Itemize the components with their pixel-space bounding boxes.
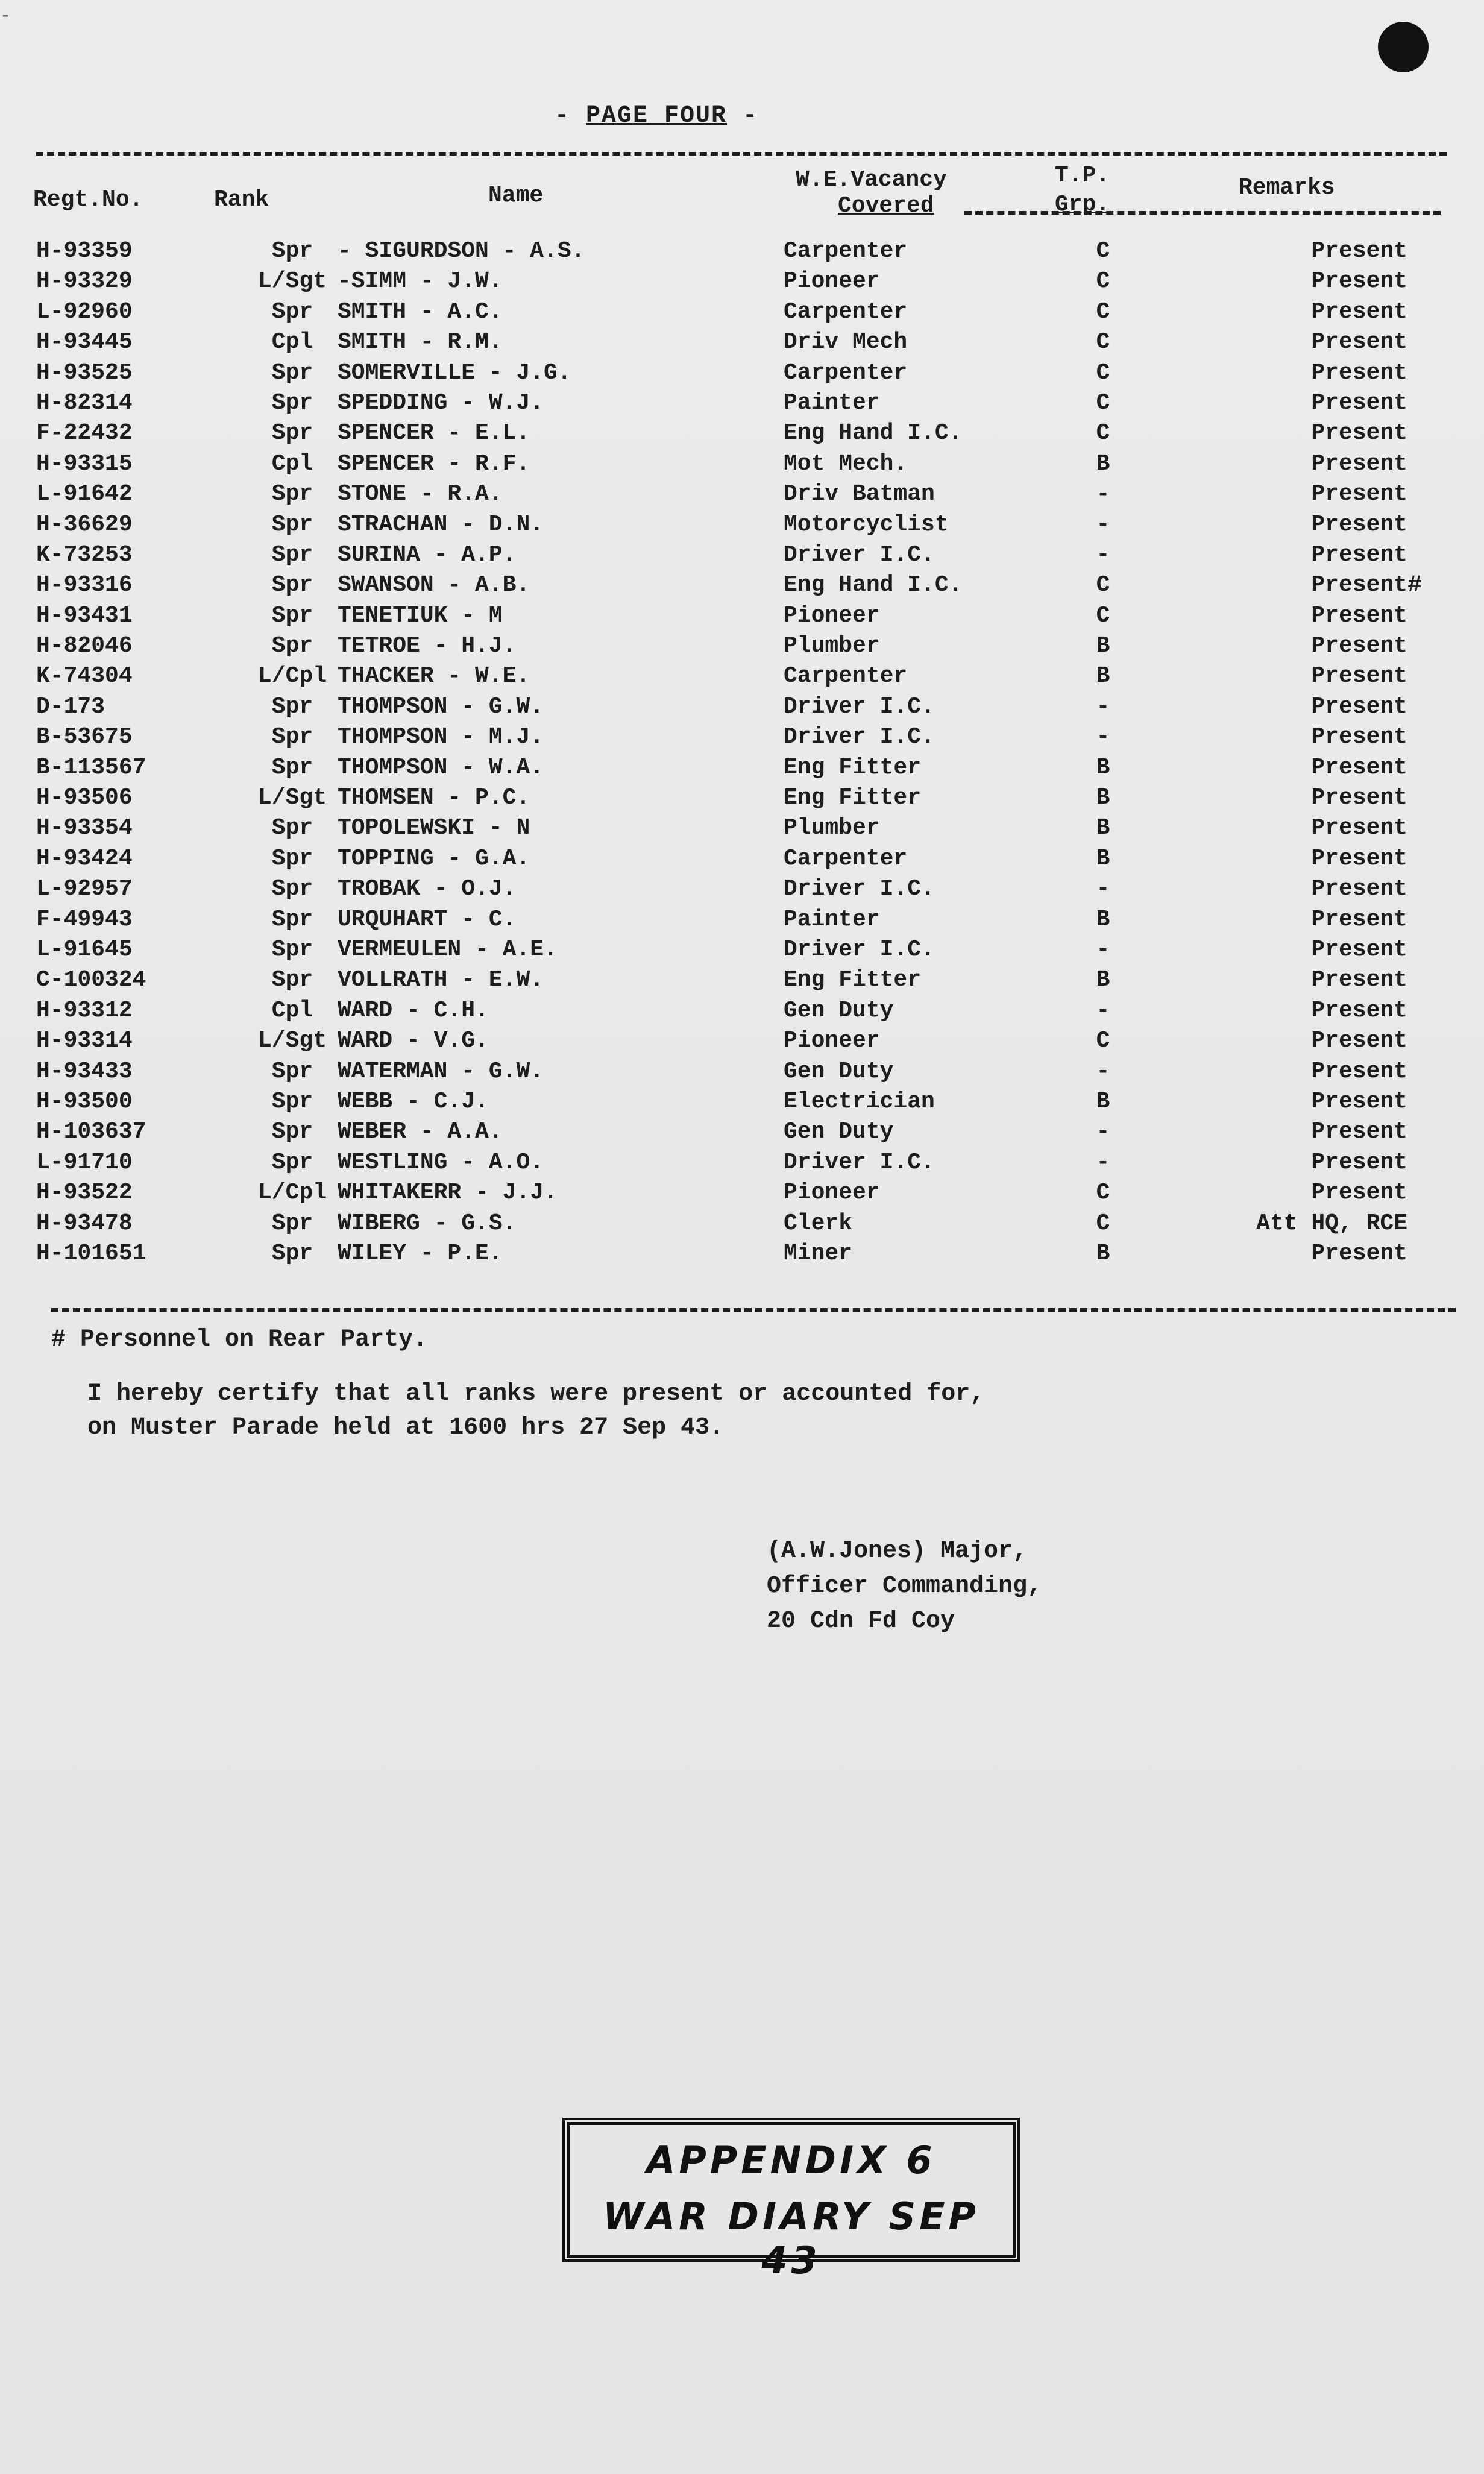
regt-no-cell: H-93500 (36, 1088, 133, 1115)
rank-cell: Spr (271, 238, 313, 264)
rank-cell: Spr (271, 1210, 313, 1236)
wev-cell: Driver I.C. (784, 936, 935, 963)
name-cell: THOMPSON - G.W. (338, 693, 544, 720)
remarks-cell: Present (1311, 997, 1407, 1024)
regt-no-cell: C-100324 (36, 967, 146, 993)
remarks-cell: Present (1311, 876, 1407, 902)
regt-no-cell: H-103637 (36, 1119, 146, 1145)
name-cell: WESTLING - A.O. (338, 1149, 544, 1176)
table-row (0, 572, 1484, 602)
tp-group-cell: - (1096, 1149, 1110, 1176)
rank-cell: Cpl (271, 329, 313, 356)
table-row (0, 1059, 1484, 1089)
table-row (0, 633, 1484, 663)
name-cell: WARD - C.H. (338, 997, 489, 1024)
top-divider (36, 152, 1447, 156)
tp-group-cell: B (1096, 967, 1110, 993)
rank-cell: Spr (271, 481, 313, 508)
tp-group-cell: C (1096, 602, 1110, 629)
tp-group-cell: B (1096, 450, 1110, 477)
rank-cell: Spr (271, 724, 313, 751)
wev-cell: Pioneer (784, 602, 880, 629)
rank-cell: Spr (271, 511, 313, 538)
regt-no-cell: K-74304 (36, 663, 133, 690)
certification-line1: I hereby certify that all ranks were present or accounted for, (87, 1380, 985, 1408)
name-cell: TENETIUK - M (338, 602, 503, 629)
wev-cell: Pioneer (784, 1028, 880, 1054)
wev-cell: Eng Fitter (784, 754, 922, 781)
name-cell: WIBERG - G.S. (338, 1210, 517, 1236)
table-row (0, 1150, 1484, 1180)
wev-cell: Eng Fitter (784, 785, 922, 811)
header-tp-line1: T.P. (1055, 163, 1110, 189)
table-row (0, 542, 1484, 572)
regt-no-cell: H-93316 (36, 572, 133, 599)
name-cell: TOPPING - G.A. (338, 845, 530, 872)
name-cell: STONE - R.A. (338, 481, 503, 508)
regt-no-cell: H-36629 (36, 511, 133, 538)
remarks-cell: Present (1311, 1149, 1407, 1176)
regt-no-cell: L-91710 (36, 1149, 133, 1176)
wev-cell: Driver I.C. (784, 541, 935, 568)
tp-group-cell: - (1096, 541, 1110, 568)
rank-cell: Spr (271, 633, 313, 659)
tp-group-cell: B (1096, 906, 1110, 933)
signature-line2: Officer Commanding, (767, 1573, 1042, 1600)
remarks-cell: Present (1311, 815, 1407, 842)
certification (87, 1377, 984, 1445)
wev-cell: Carpenter (784, 663, 908, 690)
rank-cell: Spr (271, 754, 313, 781)
regt-no-cell: B-53675 (36, 724, 133, 751)
rank-cell: L/Sgt (257, 785, 327, 811)
regt-no-cell: H-93506 (36, 785, 133, 811)
name-cell: SPENCER - E.L. (338, 420, 530, 447)
rank-cell: Spr (271, 906, 313, 933)
regt-no-cell: H-101651 (36, 1240, 146, 1267)
wev-cell: Driver I.C. (784, 724, 935, 751)
rank-cell: Spr (271, 359, 313, 386)
rank-cell: Spr (271, 541, 313, 568)
name-cell: - SIGURDSON - A.S. (338, 238, 585, 264)
table-row (0, 755, 1484, 785)
tp-group-cell: - (1096, 511, 1110, 538)
tp-group-cell: C (1096, 572, 1110, 599)
rank-cell: Spr (271, 693, 313, 720)
rank-cell: Spr (271, 876, 313, 902)
wev-cell: Pioneer (784, 1180, 880, 1206)
name-cell: THOMSEN - P.C. (338, 785, 530, 811)
name-cell: SMITH - A.C. (338, 298, 503, 325)
remarks-cell: Present (1311, 967, 1407, 993)
wev-cell: Driver I.C. (784, 693, 935, 720)
tp-group-cell: B (1096, 754, 1110, 781)
certification-line2: on Muster Parade held at 1600 hrs 27 Sep 43. (87, 1414, 725, 1441)
table-row (0, 937, 1484, 967)
remarks-cell: Present (1311, 1240, 1407, 1267)
table-row (0, 1241, 1484, 1271)
regt-no-cell: H-93433 (36, 1058, 133, 1084)
tp-group-cell: C (1096, 389, 1110, 416)
wev-cell: Gen Duty (784, 1119, 894, 1145)
table-row (0, 1089, 1484, 1119)
table-row (0, 329, 1484, 359)
rank-cell: Spr (271, 298, 313, 325)
table-row (0, 603, 1484, 633)
tp-group-cell: B (1096, 1240, 1110, 1267)
name-cell: THOMPSON - W.A. (338, 754, 544, 781)
rank-cell: L/Cpl (257, 1180, 327, 1206)
table-row (0, 663, 1484, 693)
remarks-cell: Present (1311, 389, 1407, 416)
wev-cell: Gen Duty (784, 997, 894, 1024)
regt-no-cell: H-82314 (36, 389, 133, 416)
table-row (0, 967, 1484, 997)
name-cell: WATERMAN - G.W. (338, 1058, 544, 1084)
remarks-cell: Present (1311, 1180, 1407, 1206)
regt-no-cell: H-93525 (36, 359, 133, 386)
regt-no-cell: H-93314 (36, 1028, 133, 1054)
punch-hole (1378, 22, 1429, 72)
table-row (0, 268, 1484, 298)
regt-no-cell: H-93424 (36, 845, 133, 872)
tp-group-cell: B (1096, 845, 1110, 872)
rank-cell: Spr (271, 389, 313, 416)
remarks-cell: Present (1311, 724, 1407, 751)
table-row (0, 360, 1484, 390)
remarks-cell: Present (1311, 845, 1407, 872)
remarks-cell: Att HQ, RCE (1256, 1210, 1407, 1236)
regt-no-cell: B-113567 (36, 754, 146, 781)
table-row (0, 876, 1484, 906)
rank-cell: Spr (271, 1149, 313, 1176)
wev-cell: Miner (784, 1240, 853, 1267)
table-row (0, 1028, 1484, 1058)
tp-group-cell: B (1096, 633, 1110, 659)
wev-cell: Eng Hand I.C. (784, 420, 963, 447)
table-row (0, 1210, 1484, 1241)
header-remarks: Remarks (1239, 175, 1335, 201)
personnel-table (0, 238, 1484, 1271)
header-wev-line1: W.E.Vacancy (796, 167, 947, 193)
name-cell: TETROE - H.J. (338, 633, 517, 659)
tp-group-cell: C (1096, 359, 1110, 386)
remarks-cell: Present (1311, 541, 1407, 568)
rank-cell: Spr (271, 1240, 313, 1267)
regt-no-cell: L-91642 (36, 481, 133, 508)
wev-cell: Carpenter (784, 359, 908, 386)
tp-group-cell: B (1096, 815, 1110, 842)
regt-no-cell: H-93312 (36, 997, 133, 1024)
wev-cell: Carpenter (784, 238, 908, 264)
remarks-cell: Present (1311, 663, 1407, 690)
table-row (0, 451, 1484, 481)
name-cell: TROBAK - O.J. (338, 876, 517, 902)
tp-group-cell: - (1096, 876, 1110, 902)
table-row (0, 724, 1484, 754)
name-cell: URQUHART - C. (338, 906, 517, 933)
rank-cell: Spr (271, 845, 313, 872)
remarks-cell: Present (1311, 633, 1407, 659)
wev-cell: Eng Hand I.C. (784, 572, 963, 599)
table-row (0, 694, 1484, 724)
wev-cell: Eng Fitter (784, 967, 922, 993)
regt-no-cell: H-82046 (36, 633, 133, 659)
table-row (0, 238, 1484, 268)
name-cell: -SIMM - J.W. (338, 268, 503, 295)
tp-group-cell: - (1096, 481, 1110, 508)
name-cell: TOPOLEWSKI - N (338, 815, 530, 842)
table-row (0, 481, 1484, 511)
tp-group-cell: B (1096, 1088, 1110, 1115)
wev-cell: Painter (784, 389, 880, 416)
regt-no-cell: L-92960 (36, 298, 133, 325)
tp-group-cell: B (1096, 663, 1110, 690)
page-title: - PAGE FOUR - (555, 102, 759, 130)
tp-group-cell: C (1096, 238, 1110, 264)
remarks-cell: Present (1311, 693, 1407, 720)
name-cell: THACKER - W.E. (338, 663, 530, 690)
remarks-cell: Present (1311, 1119, 1407, 1145)
regt-no-cell: L-91645 (36, 936, 133, 963)
rank-cell: Cpl (271, 450, 313, 477)
wev-cell: Driver I.C. (784, 876, 935, 902)
regt-no-cell: H-93431 (36, 602, 133, 629)
tp-group-cell: C (1096, 1180, 1110, 1206)
table-row (0, 1180, 1484, 1210)
footnote: # Personnel on Rear Party. (51, 1326, 428, 1353)
table-row (0, 512, 1484, 542)
remarks-cell: Present (1311, 420, 1407, 447)
remarks-cell: Present (1311, 511, 1407, 538)
name-cell: THOMPSON - M.J. (338, 724, 544, 751)
remarks-cell: Present (1311, 238, 1407, 264)
name-cell: VOLLRATH - E.W. (338, 967, 544, 993)
tp-group-cell: B (1096, 785, 1110, 811)
remarks-cell: Present (1311, 481, 1407, 508)
name-cell: WHITAKERR - J.J. (338, 1180, 558, 1206)
remarks-cell: Present (1311, 329, 1407, 356)
tp-group-cell: C (1096, 1028, 1110, 1054)
regt-no-cell: H-93315 (36, 450, 133, 477)
tp-group-cell: C (1096, 1210, 1110, 1236)
header-name: Name (488, 183, 544, 209)
remarks-cell: Present (1311, 450, 1407, 477)
tp-group-cell: - (1096, 693, 1110, 720)
wev-cell: Clerk (784, 1210, 853, 1236)
bottom-divider (51, 1308, 1456, 1312)
rank-cell: Spr (271, 1088, 313, 1115)
regt-no-cell: H-93522 (36, 1180, 133, 1206)
corner-mark: - (0, 6, 11, 27)
header-wev-line2: Covered (838, 193, 934, 219)
remarks-cell: Present (1311, 268, 1407, 295)
rank-cell: L/Sgt (257, 1028, 327, 1054)
rank-cell: Spr (271, 420, 313, 447)
remarks-cell: Present (1311, 359, 1407, 386)
table-row (0, 390, 1484, 420)
tp-group-cell: C (1096, 298, 1110, 325)
name-cell: SURINA - A.P. (338, 541, 517, 568)
wev-cell: Driver I.C. (784, 1149, 935, 1176)
remarks-cell: Present (1311, 602, 1407, 629)
regt-no-cell: L-92957 (36, 876, 133, 902)
wev-cell: Gen Duty (784, 1058, 894, 1084)
rank-cell: Spr (271, 1058, 313, 1084)
tp-group-cell: C (1096, 329, 1110, 356)
wev-cell: Mot Mech. (784, 450, 908, 477)
tp-group-cell: - (1096, 936, 1110, 963)
regt-no-cell: H-93329 (36, 268, 133, 295)
name-cell: WARD - V.G. (338, 1028, 489, 1054)
tp-group-cell: - (1096, 724, 1110, 751)
rank-cell: Spr (271, 936, 313, 963)
regt-no-cell: F-49943 (36, 906, 133, 933)
signature-line3: 20 Cdn Fd Coy (767, 1608, 955, 1635)
remarks-cell: Present (1311, 298, 1407, 325)
regt-no-cell: H-93478 (36, 1210, 133, 1236)
wev-cell: Carpenter (784, 298, 908, 325)
appendix-stamp (567, 2122, 1016, 2282)
wev-cell: Motorcyclist (784, 511, 949, 538)
page-title-text: PAGE FOUR (586, 102, 728, 130)
table-row (0, 1119, 1484, 1149)
tp-group-cell: - (1096, 997, 1110, 1024)
remarks-cell: Present (1311, 1088, 1407, 1115)
regt-no-cell: H-93359 (36, 238, 133, 264)
name-cell: WEBER - A.A. (338, 1119, 503, 1145)
rear-party-mark: # (1407, 572, 1423, 600)
rank-cell: Cpl (271, 997, 313, 1024)
name-cell: SPEDDING - W.J. (338, 389, 544, 416)
tp-group-cell: - (1096, 1058, 1110, 1084)
name-cell: STRACHAN - D.N. (338, 511, 544, 538)
regt-no-cell: H-93445 (36, 329, 133, 356)
regt-no-cell: K-73253 (36, 541, 133, 568)
header-regt-no: Regt.No. (33, 187, 143, 213)
wev-cell: Pioneer (784, 268, 880, 295)
wev-cell: Plumber (784, 815, 880, 842)
regt-no-cell: F-22432 (36, 420, 133, 447)
rank-cell: Spr (271, 602, 313, 629)
wev-cell: Plumber (784, 633, 880, 659)
name-cell: SPENCER - R.F. (338, 450, 530, 477)
wev-cell: Painter (784, 906, 880, 933)
rank-cell: L/Cpl (257, 663, 327, 690)
tp-group-cell: C (1096, 420, 1110, 447)
table-row (0, 420, 1484, 450)
remarks-cell: Present (1311, 936, 1407, 963)
wev-cell: Driv Mech (784, 329, 908, 356)
remarks-cell: Present (1311, 572, 1407, 599)
rank-cell: Spr (271, 1119, 313, 1145)
wev-cell: Electrician (784, 1088, 935, 1115)
name-cell: SWANSON - A.B. (338, 572, 530, 599)
name-cell: SOMERVILLE - J.G. (338, 359, 571, 386)
signature-block (767, 1534, 1042, 1639)
name-cell: SMITH - R.M. (338, 329, 503, 356)
rank-cell: Spr (271, 572, 313, 599)
name-cell: WILEY - P.E. (338, 1240, 503, 1267)
remarks-cell: Present (1311, 754, 1407, 781)
table-row (0, 785, 1484, 815)
table-row (0, 907, 1484, 937)
table-row (0, 299, 1484, 329)
header-tp-line2: Grp. (1055, 192, 1110, 218)
regt-no-cell: H-93354 (36, 815, 133, 842)
header-rank: Rank (214, 187, 269, 213)
tp-group-cell: C (1096, 268, 1110, 295)
stamp-line2: WAR DIARY SEP 43 (603, 2194, 979, 2282)
name-cell: VERMEULEN - A.E. (338, 936, 558, 963)
tp-group-cell: - (1096, 1119, 1110, 1145)
remarks-cell: Present (1311, 1058, 1407, 1084)
table-row (0, 998, 1484, 1028)
header-divider (964, 211, 1441, 215)
signature-line1: (A.W.Jones) Major, (767, 1538, 1028, 1565)
table-row (0, 815, 1484, 845)
remarks-cell: Present (1311, 906, 1407, 933)
wev-cell: Driv Batman (784, 481, 935, 508)
remarks-cell: Present (1311, 1028, 1407, 1054)
regt-no-cell: D-173 (36, 693, 105, 720)
table-row (0, 846, 1484, 876)
stamp-line1: APPENDIX 6 (646, 2138, 936, 2182)
rank-cell: Spr (271, 815, 313, 842)
wev-cell: Carpenter (784, 845, 908, 872)
remarks-cell: Present (1311, 785, 1407, 811)
name-cell: WEBB - C.J. (338, 1088, 489, 1115)
rank-cell: Spr (271, 967, 313, 993)
rank-cell: L/Sgt (257, 268, 327, 295)
